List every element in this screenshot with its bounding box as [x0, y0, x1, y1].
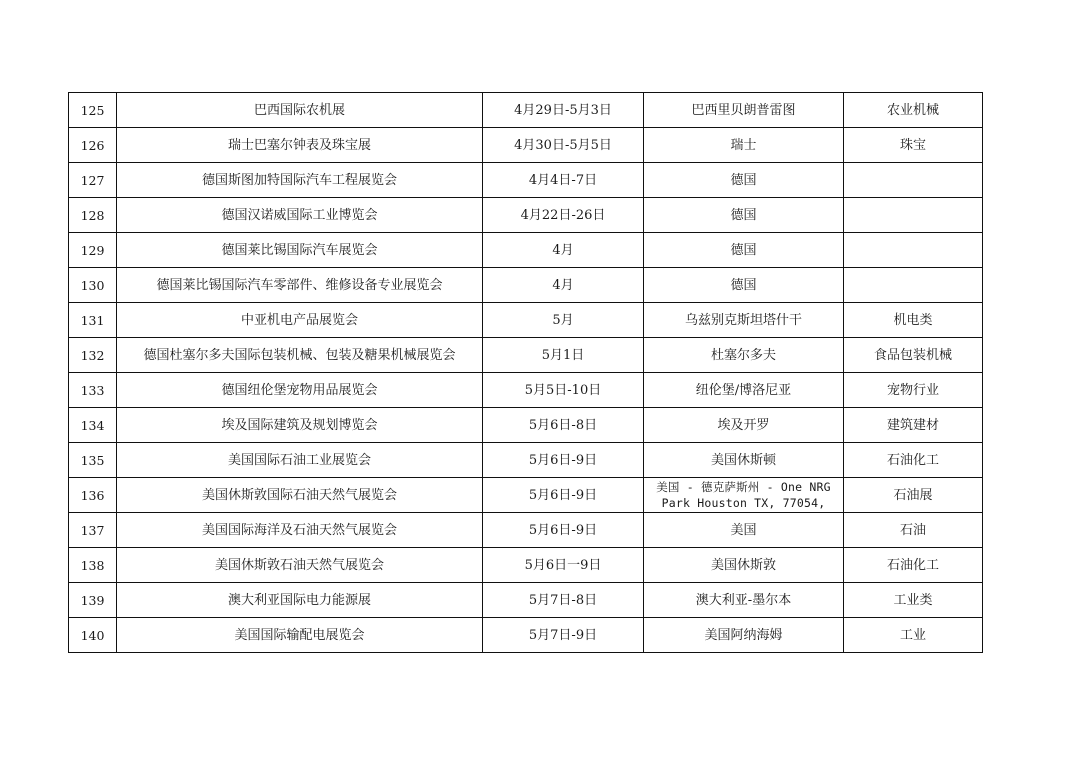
table-row: [69, 128, 983, 163]
row-number: 134: [69, 408, 117, 443]
exhibition-name: 瑞士巴塞尔钟表及珠宝展: [117, 128, 483, 163]
table-row: [69, 233, 983, 268]
exhibition-location: 德国: [644, 198, 844, 233]
exhibition-name: 德国杜塞尔多夫国际包装机械、包装及糖果机械展览会: [117, 338, 483, 373]
exhibition-date: 4月: [483, 268, 644, 303]
exhibition-name: 美国国际输配电展览会: [117, 618, 483, 653]
table-row: [69, 513, 983, 548]
exhibition-location: 德国: [644, 233, 844, 268]
exhibition-industry: 工业类: [844, 583, 983, 618]
table-row: [69, 93, 983, 128]
exhibition-industry: 食品包装机械: [844, 338, 983, 373]
exhibition-date: 4月30日-5月5日: [483, 128, 644, 163]
exhibition-date: 5月7日-8日: [483, 583, 644, 618]
exhibition-date: 5月1日: [483, 338, 644, 373]
row-number: 138: [69, 548, 117, 583]
exhibition-location: 美国阿纳海姆: [644, 618, 844, 653]
row-number: 133: [69, 373, 117, 408]
table-row: [69, 163, 983, 198]
table-row: [69, 338, 983, 373]
exhibition-location: 美国休斯顿: [644, 443, 844, 478]
table-row: [69, 443, 983, 478]
exhibition-location: 德国: [644, 163, 844, 198]
exhibition-name: 德国纽伦堡宠物用品展览会: [117, 373, 483, 408]
exhibition-industry: [844, 163, 983, 198]
table-row: [69, 408, 983, 443]
exhibition-industry: 机电类: [844, 303, 983, 338]
exhibition-location: 美国休斯敦: [644, 548, 844, 583]
table-row: [69, 198, 983, 233]
exhibition-date: 5月6日-9日: [483, 478, 644, 513]
exhibition-name: 德国汉诺威国际工业博览会: [117, 198, 483, 233]
row-number: 135: [69, 443, 117, 478]
exhibition-name: 澳大利亚国际电力能源展: [117, 583, 483, 618]
table-row: [69, 548, 983, 583]
exhibition-location: 杜塞尔多夫: [644, 338, 844, 373]
row-number: 129: [69, 233, 117, 268]
exhibition-name: 埃及国际建筑及规划博览会: [117, 408, 483, 443]
exhibition-location: 乌兹别克斯坦塔什干: [644, 303, 844, 338]
table-row: [69, 583, 983, 618]
exhibition-industry: 石油化工: [844, 548, 983, 583]
row-number: 126: [69, 128, 117, 163]
exhibition-name: 德国莱比锡国际汽车零部件、维修设备专业展览会: [117, 268, 483, 303]
table-row: [69, 618, 983, 653]
exhibition-location: 德国: [644, 268, 844, 303]
exhibition-location: 瑞士: [644, 128, 844, 163]
exhibition-industry: 农业机械: [844, 93, 983, 128]
exhibition-location: 澳大利亚-墨尔本: [644, 583, 844, 618]
exhibition-name: 美国国际海洋及石油天然气展览会: [117, 513, 483, 548]
exhibition-industry: 石油: [844, 513, 983, 548]
row-number: 139: [69, 583, 117, 618]
table-row: [69, 478, 983, 513]
row-number: 132: [69, 338, 117, 373]
exhibition-date: 4月4日-7日: [483, 163, 644, 198]
exhibition-industry: 石油展: [844, 478, 983, 513]
row-number: 137: [69, 513, 117, 548]
exhibition-table-body: [69, 93, 983, 653]
exhibition-date: 5月6日-9日: [483, 513, 644, 548]
row-number: 131: [69, 303, 117, 338]
exhibition-date: 4月22日-26日: [483, 198, 644, 233]
row-number: 128: [69, 198, 117, 233]
table-row: [69, 303, 983, 338]
exhibition-date: 4月: [483, 233, 644, 268]
exhibition-name: 美国国际石油工业展览会: [117, 443, 483, 478]
row-number: 140: [69, 618, 117, 653]
exhibition-table: [68, 92, 983, 653]
exhibition-name: 德国斯图加特国际汽车工程展览会: [117, 163, 483, 198]
exhibition-date: 5月7日-9日: [483, 618, 644, 653]
exhibition-location: 美国: [644, 513, 844, 548]
exhibition-date: 4月29日-5月3日: [483, 93, 644, 128]
exhibition-name: 美国休斯敦国际石油天然气展览会: [117, 478, 483, 513]
exhibition-industry: [844, 233, 983, 268]
row-number: 125: [69, 93, 117, 128]
exhibition-date: 5月5日-10日: [483, 373, 644, 408]
exhibition-industry: 珠宝: [844, 128, 983, 163]
exhibition-name: 美国休斯敦石油天然气展览会: [117, 548, 483, 583]
exhibition-name: 德国莱比锡国际汽车展览会: [117, 233, 483, 268]
exhibition-name: 中亚机电产品展览会: [117, 303, 483, 338]
exhibition-industry: 宠物行业: [844, 373, 983, 408]
exhibition-location: 美国 - 德克萨斯州 - One NRG Park Houston TX, 77054,: [644, 478, 844, 513]
exhibition-location: 纽伦堡/博洛尼亚: [644, 373, 844, 408]
exhibition-date: 5月6日-9日: [483, 443, 644, 478]
exhibition-industry: [844, 268, 983, 303]
exhibition-industry: 石油化工: [844, 443, 983, 478]
exhibition-date: 5月6日-8日: [483, 408, 644, 443]
table-row: [69, 373, 983, 408]
exhibition-name: 巴西国际农机展: [117, 93, 483, 128]
exhibition-location: 巴西里贝朗普雷图: [644, 93, 844, 128]
exhibition-location: 埃及开罗: [644, 408, 844, 443]
exhibition-date: 5月6日一9日: [483, 548, 644, 583]
row-number: 127: [69, 163, 117, 198]
exhibition-industry: [844, 198, 983, 233]
exhibition-industry: 工业: [844, 618, 983, 653]
table-row: [69, 268, 983, 303]
exhibition-date: 5月: [483, 303, 644, 338]
exhibition-industry: 建筑建材: [844, 408, 983, 443]
row-number: 130: [69, 268, 117, 303]
row-number: 136: [69, 478, 117, 513]
